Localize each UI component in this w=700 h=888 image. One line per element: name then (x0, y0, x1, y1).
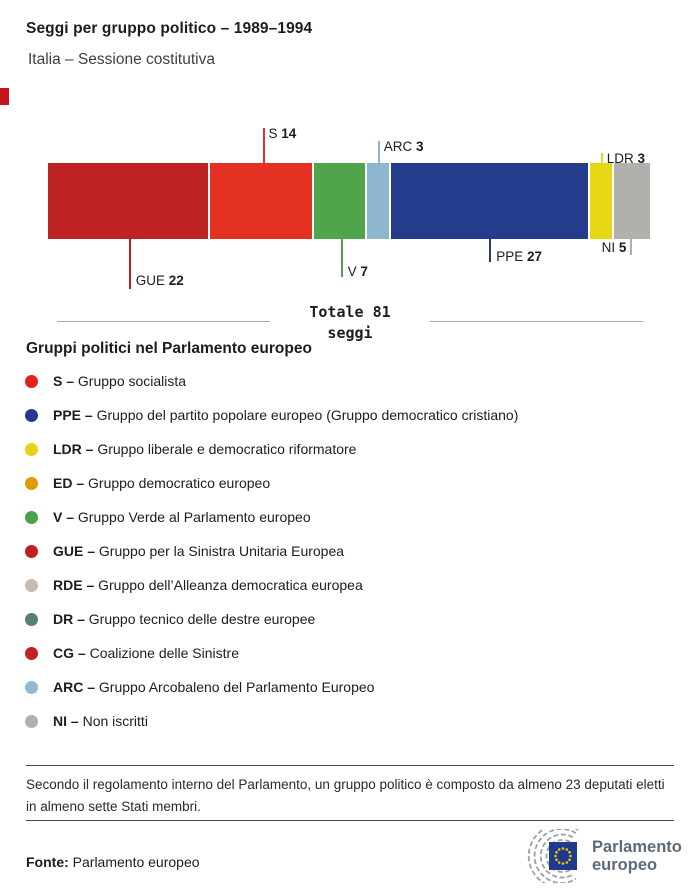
callout-line-arc (378, 141, 380, 163)
legend-label-ldr: LDR – Gruppo liberale e democratico riformatore (53, 441, 357, 457)
legend-item-ppe (25, 398, 690, 432)
legend-dot-ni (25, 715, 38, 728)
legend-label-arc: ARC – Gruppo Arcobaleno del Parlamento Europeo (53, 679, 375, 695)
total-seats-line2: seggi (327, 324, 373, 342)
european-parliament-logo (522, 827, 682, 885)
legend-label-cg: CG – Coalizione delle Sinistre (53, 645, 239, 661)
total-seats-line1: Totale 81 (309, 303, 391, 321)
callout-line-ni (630, 239, 632, 255)
bar-segment-arc[interactable] (367, 163, 389, 239)
legend-dot-ldr (25, 443, 38, 456)
callout-label-s: S 14 (268, 126, 297, 141)
callout-line-s (263, 128, 265, 163)
bar-segment-gue[interactable] (48, 163, 208, 239)
legend-label-gue: GUE – Gruppo per la Sinistra Unitaria Europea (53, 543, 345, 559)
legend-item-rde (25, 568, 690, 602)
footnote-text: Secondo il regolamento interno del Parlamento, un gruppo politico è composto da almeno 23 deputati eletti in almeno sette Stati membri. (26, 777, 665, 814)
page-title: Seggi per gruppo politico – 1989–1994 (26, 20, 313, 37)
legend-dot-arc (25, 681, 38, 694)
ep-logo-wordmark (592, 838, 682, 875)
callout-label-ppe: PPE 27 (496, 249, 543, 264)
callout-label-ni: NI 5 (601, 240, 627, 255)
legend-heading: Gruppi politici nel Parlamento europeo (26, 340, 312, 357)
legend-label-ed: ED – Gruppo democratico europeo (53, 475, 271, 491)
bar-segment-ppe[interactable] (391, 163, 588, 239)
legend-label-ni: NI – Non iscritti (53, 713, 148, 729)
legend-item-v (25, 500, 690, 534)
seats-bar-chart (0, 0, 700, 300)
legend-label-ppe: PPE – Gruppo del partito popolare europeo (Gruppo democratico cristiano) (53, 407, 519, 423)
legend-dot-ed (25, 477, 38, 490)
callout-label-v: V 7 (347, 264, 368, 279)
legend-dot-cg (25, 647, 38, 660)
footnote-top-divider (26, 765, 674, 766)
legend-item-ni (25, 704, 690, 738)
legend-dot-ppe (25, 409, 38, 422)
legend-label-s: S – Gruppo socialista (53, 373, 187, 389)
legend-item-s (25, 364, 690, 398)
callout-line-v (341, 239, 343, 277)
bar-segment-s[interactable] (210, 163, 312, 239)
stacked-seat-bar (48, 163, 650, 239)
legend-dot-dr (25, 613, 38, 626)
legend-label-rde: RDE – Gruppo dell’Alleanza democratica europea (53, 577, 363, 593)
bar-segment-ldr[interactable] (590, 163, 612, 239)
bar-segment-ni[interactable] (614, 163, 650, 239)
legend-item-dr (25, 602, 690, 636)
source-label: Fonte: (26, 854, 69, 870)
source-line (26, 854, 200, 870)
legend-label-v: V – Gruppo Verde al Parlamento europeo (53, 509, 311, 525)
callout-line-ldr (601, 153, 603, 163)
footnote-bottom-divider (26, 820, 674, 821)
bar-segment-v[interactable] (314, 163, 365, 239)
eu-flag (549, 842, 577, 870)
callout-line-gue (129, 239, 131, 289)
legend-item-cg (25, 636, 690, 670)
legend-list (25, 364, 690, 738)
legend-item-arc (25, 670, 690, 704)
ep-hemicycle-flag-icon (522, 829, 584, 883)
callout-label-gue: GUE 22 (135, 273, 184, 288)
legend-item-gue (25, 534, 690, 568)
source-value: Parlamento europeo (72, 854, 200, 870)
legend-label-dr: DR – Gruppo tecnico delle destre europee (53, 611, 316, 627)
ep-logo-word1: Parlamento (592, 837, 682, 856)
callout-line-ppe (489, 239, 491, 262)
ep-logo-word2: europeo (592, 856, 658, 874)
legend-dot-v (25, 511, 38, 524)
total-seats-label (0, 302, 700, 344)
legend-dot-gue (25, 545, 38, 558)
legend-item-ed (25, 466, 690, 500)
page-subtitle: Italia – Sessione costitutiva (28, 51, 215, 68)
legend-item-ldr (25, 432, 690, 466)
callout-label-arc: ARC 3 (383, 139, 424, 154)
legend-dot-rde (25, 579, 38, 592)
legend-dot-s (25, 375, 38, 388)
callout-label-ldr: LDR 3 (606, 151, 645, 166)
